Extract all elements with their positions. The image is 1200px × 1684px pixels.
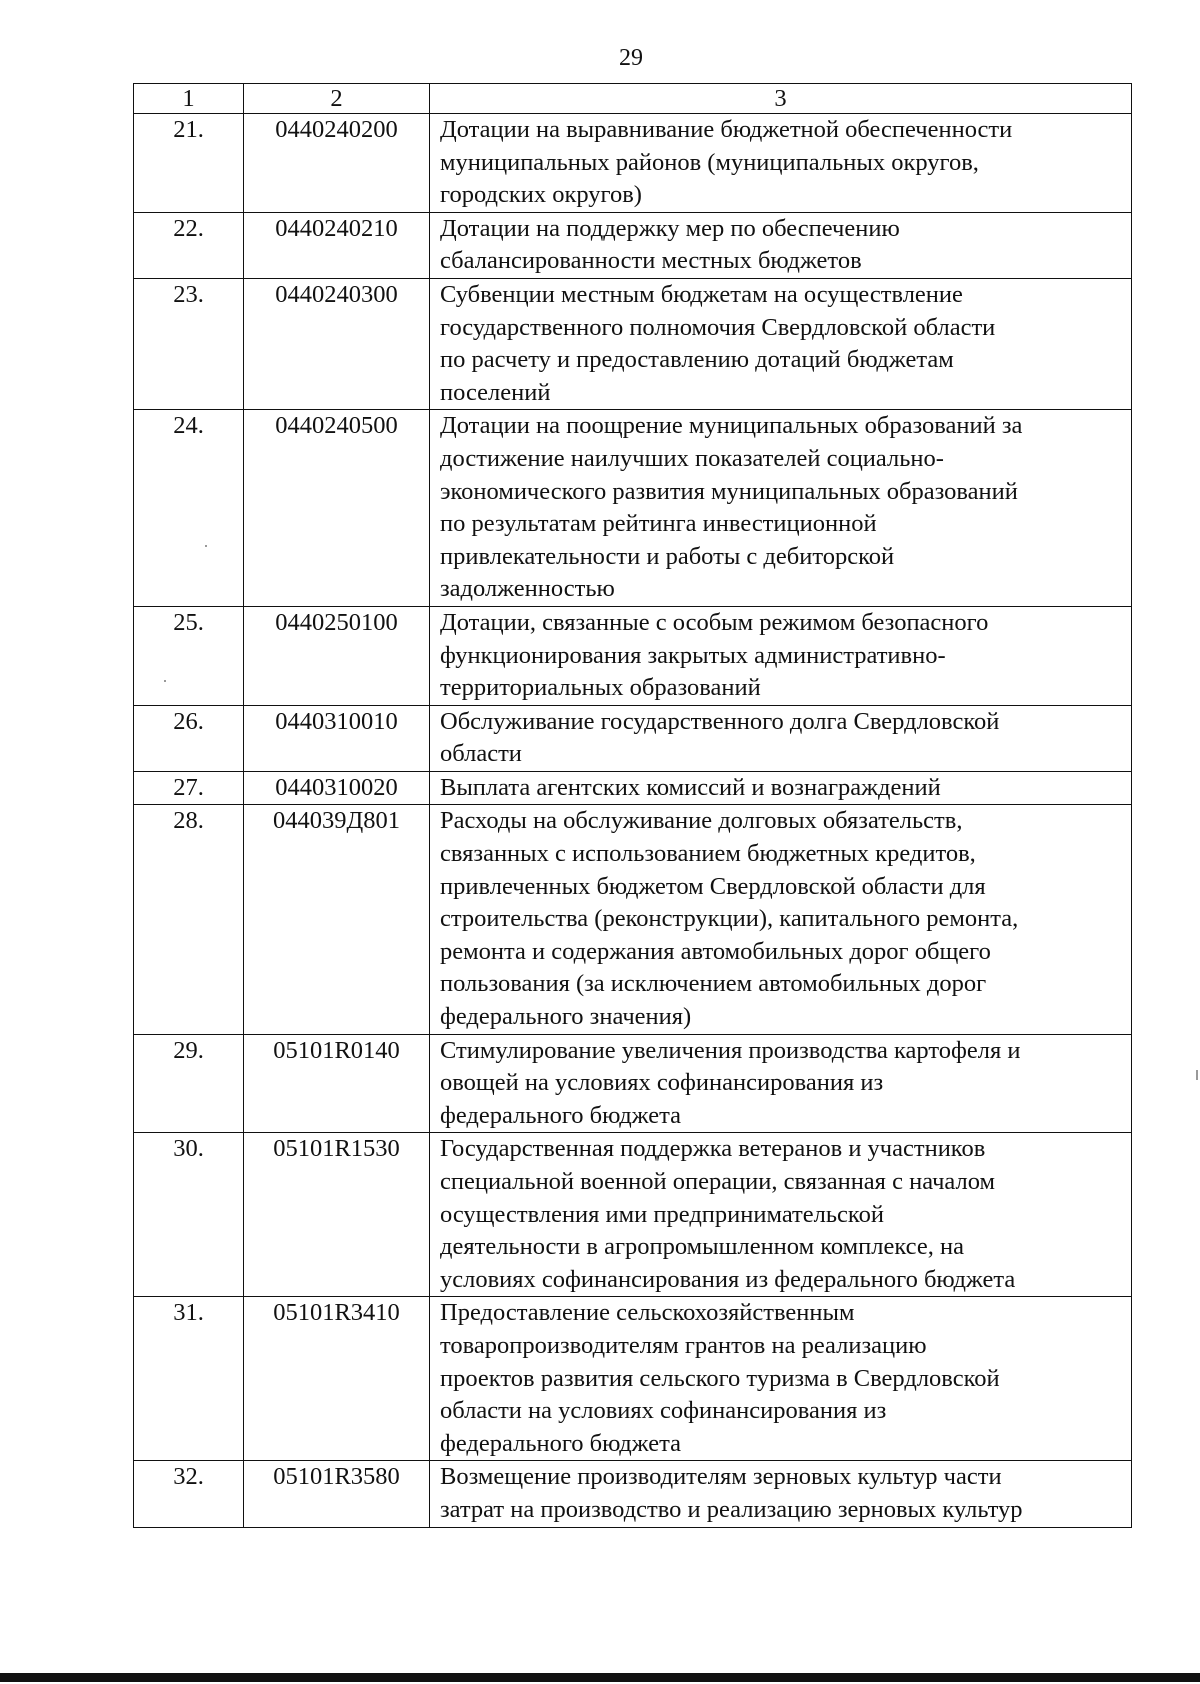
description-line: экономического развития муниципальных образований — [440, 477, 1018, 505]
row-number: 22. — [134, 212, 244, 278]
row-number: 32. — [134, 1461, 244, 1527]
row-number: 24. — [134, 410, 244, 607]
row-code: 05101R0140 — [244, 1034, 430, 1133]
row-description — [430, 410, 1132, 607]
description-line: Дотации, связанные с особым режимом безопасного — [440, 608, 989, 636]
description-line: государственного полномочия Свердловской области — [440, 313, 996, 341]
row-code: 0440240300 — [244, 278, 430, 409]
budget-codes-table — [133, 83, 1132, 1528]
description-line: Расходы на обслуживание долговых обязательств, — [440, 807, 963, 835]
table-row — [134, 1133, 1132, 1297]
table-row — [134, 212, 1132, 278]
description-line: федерального значения) — [440, 1003, 692, 1031]
row-code: 044039Д801 — [244, 805, 430, 1034]
row-description — [430, 771, 1132, 805]
description-line: области — [440, 740, 522, 768]
description-line: муниципальных районов (муниципальных округов, — [440, 148, 979, 176]
table-row — [134, 771, 1132, 805]
description-line: пользования (за исключением автомобильных дорог — [440, 970, 987, 998]
description-line: Обслуживание государственного долга Свердловской — [440, 707, 1000, 735]
description-line: привлеченных бюджетом Свердловской области для — [440, 872, 986, 900]
row-code: 05101R1530 — [244, 1133, 430, 1297]
description-line: Дотации на поощрение муниципальных образований за — [440, 412, 1023, 440]
row-description — [430, 1133, 1132, 1297]
scan-mark-left-2 — [164, 680, 166, 682]
description-line: ремонта и содержания автомобильных дорог общего — [440, 937, 991, 965]
scan-mark-right — [1196, 1070, 1198, 1080]
description-line: деятельности в агропромышленном комплексе, на — [440, 1233, 964, 1261]
table-row — [134, 606, 1132, 705]
description-line: федерального бюджета — [440, 1429, 682, 1457]
description-line: Выплата агентских комиссий и вознаграждений — [440, 773, 941, 801]
row-number: 28. — [134, 805, 244, 1034]
row-description — [430, 1297, 1132, 1461]
row-description — [430, 278, 1132, 409]
table-row — [134, 705, 1132, 771]
description-line: условиях софинансирования из федерального бюджета — [440, 1265, 1016, 1293]
description-line: Государственная поддержка ветеранов и участников — [440, 1135, 986, 1163]
row-number: 25. — [134, 606, 244, 705]
description-line: овощей на условиях софинансирования из — [440, 1069, 884, 1097]
table-body — [134, 84, 1132, 1528]
row-number: 29. — [134, 1034, 244, 1133]
column-header-number: 1 — [134, 84, 244, 114]
row-description — [430, 805, 1132, 1034]
row-code: 0440310010 — [244, 705, 430, 771]
description-line: проектов развития сельского туризма в Свердловской — [440, 1364, 1000, 1392]
row-description — [430, 212, 1132, 278]
table-row — [134, 805, 1132, 1034]
description-line: специальной военной операции, связанная с началом — [440, 1168, 996, 1195]
row-code: 0440240500 — [244, 410, 430, 607]
row-code: 05101R3410 — [244, 1297, 430, 1461]
table-row — [134, 410, 1132, 607]
description-line: задолженностью — [440, 575, 615, 603]
description-line: осуществления ими предпринимательской — [440, 1200, 884, 1228]
description-line: строительства (реконструкции), капитального ремонта, — [440, 905, 1019, 933]
row-number: 21. — [134, 114, 244, 213]
row-code: 0440310020 — [244, 771, 430, 805]
table-row — [134, 114, 1132, 213]
row-description — [430, 1034, 1132, 1133]
description-line: Стимулирование увеличения производства картофеля и — [440, 1036, 1021, 1064]
row-description — [430, 705, 1132, 771]
description-line: связанных с использованием бюджетных кредитов, — [440, 840, 976, 868]
row-code: 0440250100 — [244, 606, 430, 705]
table-row — [134, 1297, 1132, 1461]
row-number: 31. — [134, 1297, 244, 1461]
page-bottom-rule — [0, 1673, 1200, 1682]
scan-mark-left — [205, 545, 207, 547]
description-line: поселений — [440, 378, 551, 406]
description-line: по расчету и предоставлению дотаций бюджетам — [440, 346, 954, 374]
description-line: достижение наилучших показателей социально- — [440, 444, 944, 472]
description-line: территориальных образований — [440, 674, 761, 702]
table-row — [134, 1034, 1132, 1133]
column-header-description: 3 — [430, 84, 1132, 114]
row-number: 26. — [134, 705, 244, 771]
row-description — [430, 1461, 1132, 1527]
description-line: Предоставление сельскохозяйственным — [440, 1299, 855, 1327]
row-number: 23. — [134, 278, 244, 409]
row-number: 27. — [134, 771, 244, 805]
description-line: федерального бюджета — [440, 1101, 682, 1129]
column-header-code: 2 — [244, 84, 430, 114]
table-row — [134, 1461, 1132, 1527]
table-row — [134, 278, 1132, 409]
row-number: 30. — [134, 1133, 244, 1297]
description-line: функционирования закрытых административно- — [440, 641, 946, 669]
row-code: 05101R3580 — [244, 1461, 430, 1527]
description-line: области на условиях софинансирования из — [440, 1397, 887, 1425]
description-line: Субвенции местным бюджетам на осуществление — [440, 280, 963, 308]
description-line: товаропроизводителям грантов на реализацию — [440, 1331, 927, 1359]
description-line: городских округов) — [440, 181, 642, 209]
description-line: по результатам рейтинга инвестиционной — [440, 510, 877, 538]
description-line: сбалансированности местных бюджетов — [440, 247, 862, 275]
description-line: Возмещение производителям зерновых культур части — [440, 1463, 1002, 1491]
description-line: затрат на производство и реализацию зерновых культур — [440, 1495, 1023, 1523]
row-description — [430, 114, 1132, 213]
page-number: 29 — [619, 45, 643, 71]
description-line: привлекательности и работы с дебиторской — [440, 542, 895, 570]
description-line: Дотации на выравнивание бюджетной обеспеченности — [440, 116, 1013, 143]
description-line: Дотации на поддержку мер по обеспечению — [440, 214, 900, 242]
row-description — [430, 606, 1132, 705]
row-code: 0440240200 — [244, 114, 430, 213]
row-code: 0440240210 — [244, 212, 430, 278]
table-header-row — [134, 84, 1132, 114]
